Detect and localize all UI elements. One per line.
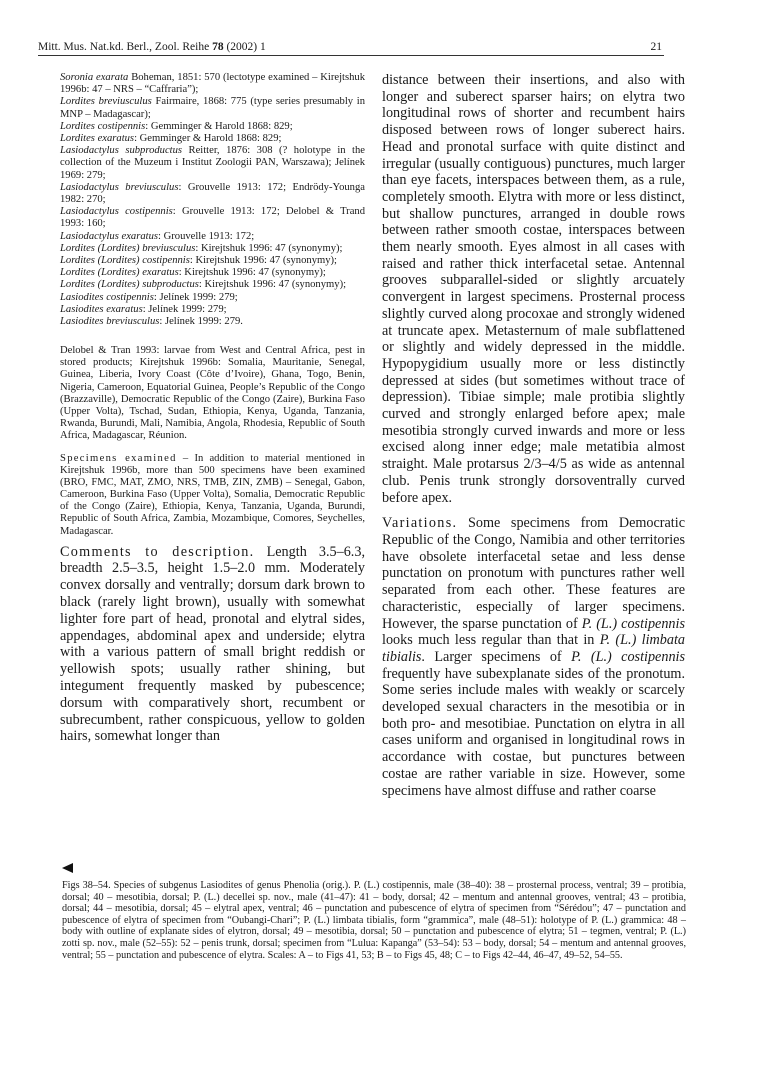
citation-text: : Grouvelle 1913: 172; Endrödy-Younga 1982: 270;	[60, 181, 365, 206]
taxon-name: Lasiodactylus costipennis	[60, 206, 173, 218]
comments-heading: Comments to description.	[60, 543, 255, 560]
variations-text-3: . Larger specimens of	[421, 648, 572, 665]
citation-text: : Kirejtshuk 1996: 47 (synonymy);	[178, 267, 326, 279]
synonymy-entry	[60, 243, 365, 255]
page-number: 21	[650, 41, 662, 53]
taxon-name: Lasiodites costipennis	[60, 291, 154, 303]
distribution-paragraph: Delobel & Tran 1993: larvae from West and Central Africa, pest in stored products; Kirejtshuk 1996b: Somalia, Mauritanie, Senegal, Guinea, Liberia, Ivory Coast (Côte d’Ivoire), Ghana, Togo, Benin, Nigeria, Cameroon, Equatorial Guinea, People’s Republic of the Congo (Brazzaville), Democratic Republic of the Congo (Zaire), Burkina Faso (Upper Volta), Tschad, Sudan, Ethiopia, Kenya, Uganda, Tanzania, Rwanda, Burundi, Mali, Namibia, Angola, Rhodesia, Republic of South Africa, Madagascar, Réunion.	[60, 345, 365, 441]
running-header	[38, 36, 662, 56]
citation-text: Reitter, 1876: 308 (? holotype in the collection of the Muzeum i Institut Zoologii PAN, Warszawa); Jelínek 1969: 279;	[60, 145, 365, 181]
synonymy-entry	[60, 121, 365, 133]
taxon-name: Lordites (Lordites) subproductus	[60, 279, 199, 291]
taxon-name: Lordites exaratus	[60, 133, 135, 145]
left-column	[60, 72, 365, 745]
taxon-name: Lordites (Lordites) costipennis	[60, 255, 190, 267]
taxon-name: Lasiodactylus breviusculus	[60, 181, 179, 193]
taxon-name: Lasiodactylus exaratus	[60, 230, 158, 242]
variations-text-2: looks much less regular than that in	[382, 632, 600, 649]
taxon-name: Lordites (Lordites) breviusculus	[60, 242, 196, 254]
specimens-text: – In addition to material mentioned in Kirejtshuk 1996b, more than 500 specimens have been examined (BRO, FMC, MAT, ZMO, NRS, TMB, ZIN, ZMB) – Senegal, Gabon, Cameroon, Burkina Faso (Upper Volta), Somalia, Democratic Republic of the Congo (Zaire), Ethiopia, Kenya, Tanzania, Uganda, Burundi, Republic of South Africa, Zambia, Mozambique, Comores, Seychelles, Madagascar.	[60, 453, 365, 537]
citation-text: : Jelínek 1999: 279;	[153, 291, 238, 303]
synonymy-entry	[60, 267, 365, 279]
synonymy-entry	[60, 279, 365, 291]
synonymy-entry	[60, 206, 365, 230]
citation-text: Fairmaire, 1868: 775 (type series presumably in MNP – Madagascar);	[60, 96, 365, 120]
journal-citation	[38, 39, 266, 55]
variations-text-1: Some specimens from Democratic Republic of the Congo, Namibia and other territories have obsolete interfacetal setae and less dense punctation on pronotum with punctures rather well separated from each other. These features are characteristic, especially of larger specimens. However, the sparse punctation of	[382, 515, 685, 632]
description-continuation: distance between their insertions, and also with longer and suberect sparser hairs; on elytra two longitudinal rows of shorter and recumbent hairs disposed between rows of longer suberect hairs. Head and pronotal surface with quite distinct and irregular (usually contiguous) punctures, much larger than eye facets, interspaces between them, as a rule, completely smooth. Elytra with more or less distinct, but shallow punctures, arranged in double rows between rather smooth costae, interspaces between them nearly smooth. Eyes almost in all cases with raised and rather thick interfacetal setae. Antennal grooves subparallel-sided or slightly arcuately convergent in largest specimens. Prosternal process slightly curved along procoxae and strongly widened at truncate apex. Metasternum of male subflattened or slightly and widely depressed in the middle. Hypopygidium usually more or less distinctly depressed at sides (but sometimes without trace of depression). Tibiae simple; male protibia slightly curved and strongly enlarged before apex; male mesotibia strongly curved inwards and more or less excised along inner edge; male metatibia almost straight. Male protarsus 2/3–4/5 as wide as antennal club. Penis trunk strongly dorsoventrally curved before apex.	[382, 72, 685, 506]
synonymy-entry	[60, 304, 365, 316]
citation-text: : Jelínek 1999: 279.	[159, 316, 243, 328]
taxon-name: P. (L.) limbata tibialis	[382, 632, 685, 665]
synonymy-entry	[60, 316, 365, 328]
taxon-name: Lasiodites breviusculus	[60, 316, 160, 328]
taxon-name: Soronia exarata	[60, 72, 129, 83]
synonymy-entry	[60, 145, 365, 182]
right-column	[382, 72, 685, 799]
synonymy-list	[60, 72, 365, 328]
synonymy-entry	[60, 231, 365, 243]
comments-paragraph	[60, 544, 365, 746]
taxon-name: Lordites (Lordites) exaratus	[60, 267, 179, 279]
citation-text: : Kirejtshuk 1996: 47 (synonymy);	[198, 279, 347, 291]
journal-name: Mitt. Mus. Nat.kd. Berl., Zool. Reihe	[38, 41, 210, 53]
synonymy-entry	[60, 182, 365, 206]
citation-text: : Grouvelle 1913: 172; Delobel & Trand 1993: 160;	[60, 206, 365, 230]
variations-paragraph	[382, 515, 685, 799]
citation-text: : Kirejtshuk 1996: 47 (synonymy);	[189, 255, 338, 267]
variations-text-4: frequently have subexplanate sides of the pronotum. Some series include males with weakly or scarcely developed sexual characters in the mesotibia or in both pro- and mesotibiae. Punctation on elytra in all cases uniform and organised in longitudinal rows in accordance with costae, but punctures between costae are rather variable in size. However, some specimens have almost diffuse and rather coarse	[382, 665, 685, 799]
synonymy-entry	[60, 96, 365, 120]
taxon-name: Lasiodites exaratus	[60, 303, 143, 315]
taxon-name: P. (L.) costipennis	[581, 615, 685, 632]
synonymy-entry	[60, 292, 365, 304]
figure-pointer-icon	[62, 860, 74, 870]
volume-number: 78	[212, 41, 224, 53]
synonymy-entry	[60, 133, 365, 145]
taxon-name: Lordites breviusculus	[60, 96, 152, 108]
citation-text: : Grouvelle 1913: 172;	[158, 230, 255, 242]
figure-caption: Figs 38–54. Species of subgenus Lasiodites of genus Phenolia (orig.). P. (L.) costipennis, male (38–40): 38 – prosternal process, ventral; 39 – protibia, dorsal; 40 – mesotibia, dorsal; P. (L.) decellei sp. nov., male (41–47): 41 – body, dorsal; 42 – mentum and antennal grooves, ventral; 43 – protibia, dorsal; 44 – mesotibia, dorsal; 45 – elytral apex, ventral; 46 – punctation and pubescence of elytra of specimen from “Sérédou”; 47 – punctation and pubescence of elytra of specimen from “Oubangi-Chari”; P. (L.) limbata tibialis, form “grammica”, male (48–51): holotype of P. (L.) grammica: 48 – body with outline of explanate sides of elytron, dorsal; 49 – mesotibia, dorsal; 50 – punctation and pubescence of elytra; 51 – tegmen, ventral; P. (L.) zotti sp. nov., male (52–55): 52 – penis trunk, dorsal; specimen from “Lulua: Kapanga” (53–54): 53 – body, dorsal; 54 – mentum and antennal grooves, ventral; 55 – punctation and pubescence of elytra. Scales: A – to Figs 41, 53; B – to Figs 45, 48; C – to Figs 42–44, 46–47, 49–52, 54–55.	[62, 880, 686, 961]
taxon-name: Lordites costipennis	[60, 120, 146, 132]
citation-text: : Jelínek 1999: 279;	[142, 303, 227, 315]
citation-text: Boheman, 1851: 570 (lectotype examined – Kirejtshuk 1996b: 47 – NRS – “Caffraria”);	[60, 72, 365, 96]
citation-text: : Gemminger & Harold 1868: 829;	[134, 133, 282, 145]
header-rule	[38, 55, 664, 56]
year-issue: (2002) 1	[226, 41, 266, 53]
variations-heading: Variations.	[382, 515, 458, 532]
citation-text: : Kirejtshuk 1996: 47 (synonymy);	[195, 242, 343, 254]
comments-text: Length 3.5–6.3, breadth 2.5–3.5, height 1.5–2.0 mm. Moderately convex dorsally and ventrally; dorsum dark brown to black (rarely light brown), usually with somewhat lighter fore part of head, pronotal and elytral sides, appendages, abdominal apex and underside; elytra with a various pattern of small bright reddish or yellowish spots; usually rather shining, but integument frequently masked by pubescence; dorsum with comparatively short, recumbent or subrecumbent, rather conspicuous, yellow to golden hairs, somewhat longer than	[60, 543, 365, 745]
synonymy-entry	[60, 255, 365, 267]
citation-text: : Gemminger & Harold 1868: 829;	[145, 120, 293, 132]
specimens-paragraph	[60, 453, 365, 538]
specimens-heading: Specimens examined	[60, 453, 177, 465]
taxon-name: P. (L.) costipennis	[571, 648, 686, 665]
synonymy-entry	[60, 72, 365, 96]
left-triangle-icon	[62, 863, 74, 873]
taxon-name: Lasiodactylus subproductus	[60, 145, 183, 157]
